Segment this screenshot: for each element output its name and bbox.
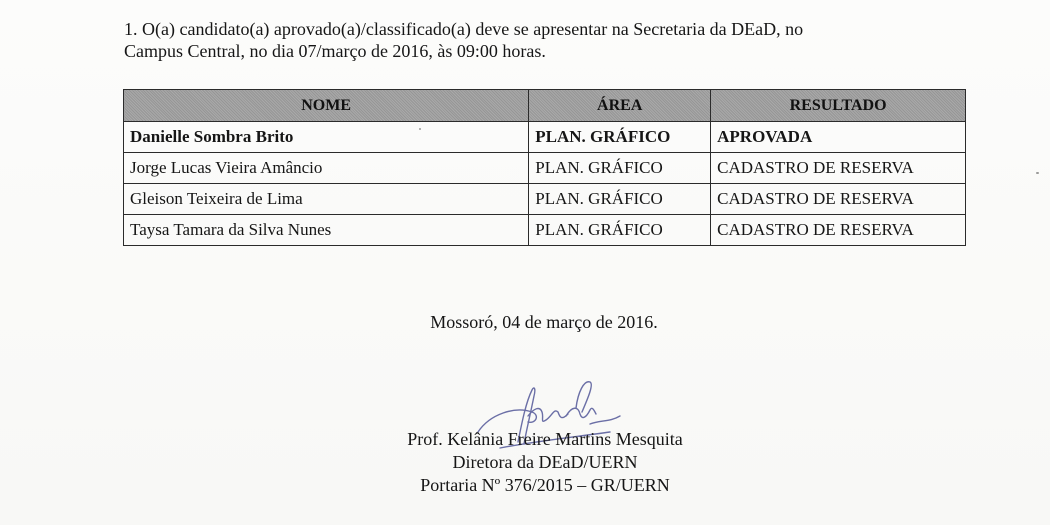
cell-nome: Danielle Sombra Brito (124, 122, 529, 153)
table-row (124, 184, 966, 215)
table-row (124, 153, 966, 184)
cell-resultado: CADASTRO DE RESERVA (711, 215, 966, 246)
signer-role: Diretora da DEaD/UERN (452, 452, 638, 472)
table-header-row (124, 90, 966, 122)
date-line: Mossoró, 04 de março de 2016. (430, 312, 658, 332)
cell-area: PLAN. GRÁFICO (529, 153, 711, 184)
header-nome: NOME (124, 90, 529, 122)
cell-area: PLAN. GRÁFICO (529, 215, 711, 246)
header-resultado: RESULTADO (711, 90, 966, 122)
table-row (124, 122, 966, 153)
signer-name: Prof. Kelânia Freire Martins Mesquita (407, 429, 683, 449)
signer-decree: Portaria Nº 376/2015 – GR/UERN (420, 475, 670, 495)
notice-paragraph (124, 18, 944, 62)
cell-nome: Jorge Lucas Vieira Amâncio (124, 153, 529, 184)
scan-speck (419, 128, 421, 130)
scan-speck (1036, 172, 1039, 174)
cell-resultado: APROVADA (711, 122, 966, 153)
notice-line-1: 1. O(a) candidato(a) aprovado(a)/classificado(a) deve se apresentar na Secretaria da DEaD, no (124, 19, 804, 39)
cell-resultado: CADASTRO DE RESERVA (711, 153, 966, 184)
cell-nome: Taysa Tamara da Silva Nunes (124, 215, 529, 246)
cell-nome: Gleison Teixeira de Lima (124, 184, 529, 215)
table-row (124, 215, 966, 246)
results-table (123, 89, 966, 246)
cell-area: PLAN. GRÁFICO (529, 184, 711, 215)
header-area: ÁREA (529, 90, 711, 122)
cell-area: PLAN. GRÁFICO (529, 122, 711, 153)
cell-resultado: CADASTRO DE RESERVA (711, 184, 966, 215)
notice-line-2: Campus Central, no dia 07/março de 2016, às 09:00 horas. (124, 41, 546, 61)
signer-block (360, 428, 730, 497)
